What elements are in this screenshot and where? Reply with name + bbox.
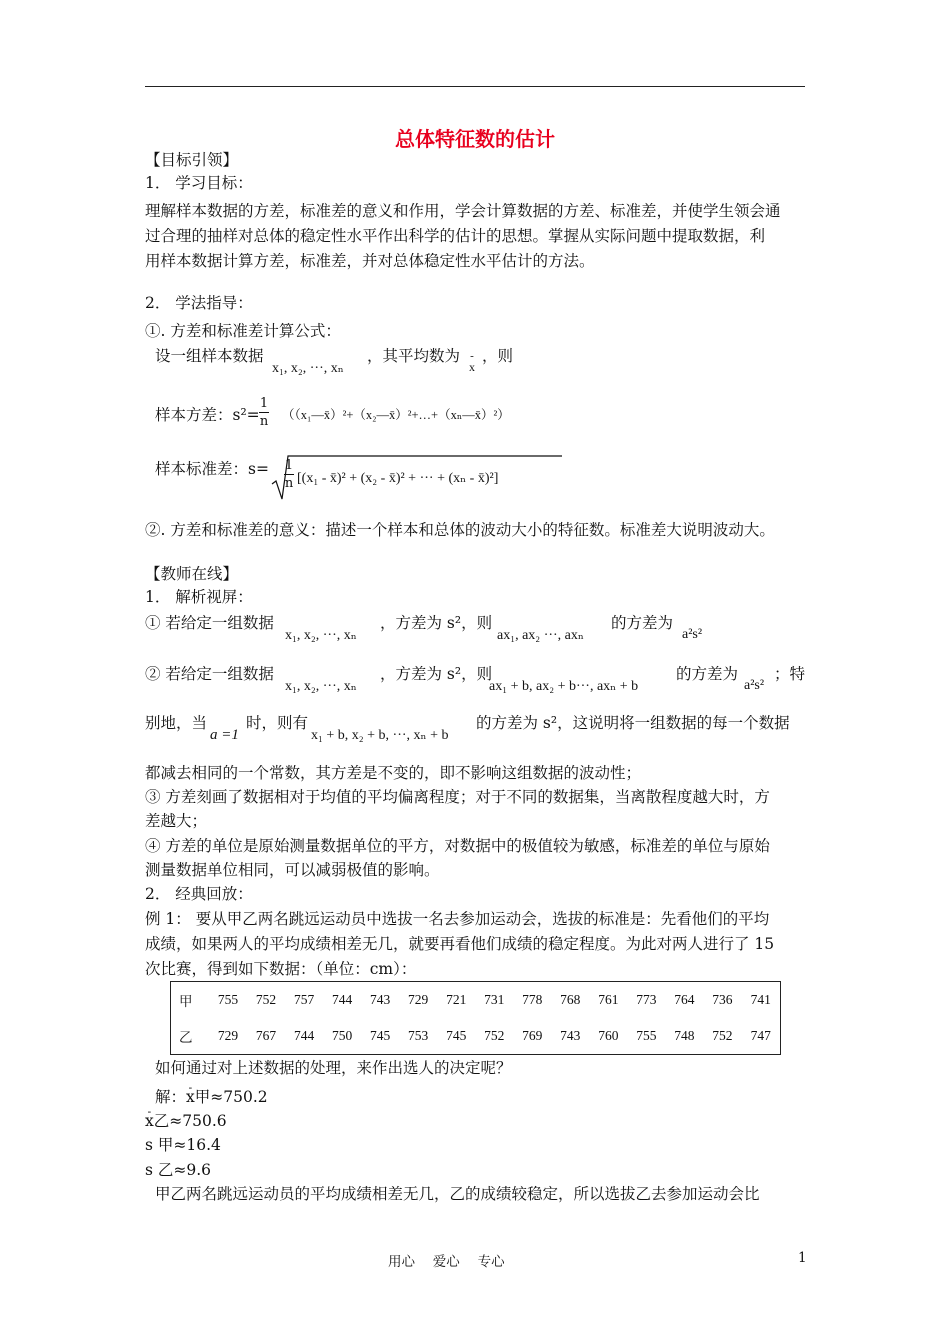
goal1-para-line1: 理解样本数据的方差，标准差的意义和作用，学会计算数据的方差、标准差，并使学生领会通 bbox=[145, 202, 781, 220]
table-cell: 761 bbox=[598, 992, 619, 1007]
p2-x-sequence: x₁, x₂, ···, xₙ bbox=[285, 679, 357, 694]
table-cell: 752 bbox=[255, 992, 277, 1007]
table-row bbox=[171, 1018, 781, 1055]
fraction-denominator: n bbox=[259, 414, 269, 429]
table-cell: 778 bbox=[522, 992, 543, 1007]
p1-ax-sequence: ax₁, ax₂ ···, axₙ bbox=[497, 628, 584, 643]
table-cell: 755 bbox=[636, 1028, 657, 1043]
table-cell: 755 bbox=[217, 992, 239, 1007]
p3-c: 的方差为 s²，这说明将一组数据的每一个数据 bbox=[476, 714, 790, 732]
solution-std-yi-text: 乙≈9.6 bbox=[157, 1161, 212, 1179]
set-data-prefix: 设一组样本数据 bbox=[155, 347, 264, 365]
table-row bbox=[171, 982, 781, 1019]
row-label-yi: 乙 bbox=[179, 1030, 193, 1045]
example-line1: 例 1： 要从甲乙两名跳远运动员中选拔一名去参加运动会，选拔的标准是：先看他们的平均 bbox=[145, 910, 770, 928]
table-cell: 747 bbox=[750, 1028, 771, 1043]
teacher-header: 【教师在线】 bbox=[145, 565, 239, 583]
question: 如何通过对上述数据的处理，来作出选人的决定呢？ bbox=[155, 1059, 512, 1077]
x-bar-symbol: - x bbox=[145, 1112, 154, 1130]
table-cell: 750 bbox=[331, 1028, 353, 1043]
x-bar: - x bbox=[469, 360, 475, 375]
goal1-para-line3: 用样本数据计算方差，标准差，并对总体稳定性水平估计的方法。 bbox=[145, 252, 595, 270]
table-cell: 743 bbox=[370, 992, 391, 1007]
std-formula: [(x₁ - x̄)² + (x₂ - x̄)² + ··· + (xₙ - x̄)²] bbox=[297, 471, 499, 486]
table-cell: 769 bbox=[522, 1028, 543, 1043]
table-cell: 752 bbox=[712, 1028, 733, 1043]
table-cell: 752 bbox=[484, 1028, 505, 1043]
p4-b: 差越大； bbox=[145, 812, 208, 830]
solution-mean-jia-text: 甲≈750.2 bbox=[194, 1088, 268, 1106]
example-line2: 成绩，如果两人的平均成绩相差无几，就要再看他们成绩的稳定程度。为此对两人进行了 15 bbox=[145, 935, 775, 953]
table-cell: 736 bbox=[712, 992, 733, 1007]
table-cell: 757 bbox=[293, 992, 315, 1007]
table-cell: 767 bbox=[255, 1028, 277, 1043]
solution-std-jia bbox=[145, 1135, 221, 1155]
p1-c: 的方差为 bbox=[611, 614, 674, 632]
p2-b: ，方差为 s²，则 bbox=[380, 665, 493, 683]
std-label: 样本标准差：s= bbox=[155, 460, 269, 478]
goal1-para-line2: 过合理的抽样对总体的稳定性水平作出科学的估计的思想。掌握从实际问题中提取数据，利 bbox=[145, 227, 766, 245]
table-cell: 743 bbox=[560, 1028, 581, 1043]
formula-title: ①. 方差和标准差计算公式： bbox=[145, 322, 341, 340]
page-title: 总体特征数的估计 bbox=[395, 127, 555, 151]
conclusion: 甲乙两名跳远运动员的平均成绩相差无几，乙的成绩较稳定，所以选拔乙去参加运动会比 bbox=[155, 1185, 760, 1203]
goal2-title: 2． 学法指导： bbox=[145, 294, 253, 312]
t1-title: 1． 解析视屏： bbox=[145, 588, 253, 606]
x-sequence: x₁, x₂, ···, xₙ bbox=[272, 361, 344, 376]
table-cell: 753 bbox=[408, 1028, 429, 1043]
std-fraction-denominator: n bbox=[284, 476, 294, 491]
header-rule bbox=[145, 86, 805, 87]
p5-b: 测量数据单位相同，可以减弱极值的影响。 bbox=[145, 861, 440, 879]
set-data-mid: ，其平均数为 bbox=[367, 347, 461, 365]
p2-a2s2: a²s² bbox=[744, 678, 765, 693]
variance-fraction bbox=[259, 396, 269, 429]
table-cell: 745 bbox=[370, 1028, 391, 1043]
p1-x-sequence: x₁, x₂, ···, xₙ bbox=[285, 628, 357, 643]
footer-motto: 用心 爱心 专心 bbox=[388, 1254, 505, 1270]
p2-a: ② 若给定一组数据 bbox=[145, 665, 274, 683]
p3-d: 都减去相同的一个常数，其方差是不变的，即不影响这组数据的波动性； bbox=[145, 764, 642, 782]
table-cell: 748 bbox=[674, 1028, 695, 1043]
goal1-title: 1． 学习目标： bbox=[145, 174, 253, 192]
example-line3: 次比赛，得到如下数据：（单位：cm）： bbox=[145, 960, 417, 978]
table-cell: 745 bbox=[446, 1028, 467, 1043]
table-cell: 768 bbox=[560, 992, 581, 1007]
t2-title: 2． 经典回放： bbox=[145, 885, 253, 903]
p2-d: ；特 bbox=[774, 665, 806, 683]
p3-a: 别地，当 bbox=[145, 714, 208, 732]
p4-a: ③ 方差刻画了数据相对于均值的平均偏离程度；对于不同的数据集，当离散程度越大时，方 bbox=[145, 788, 770, 806]
table-cell: 731 bbox=[484, 992, 505, 1007]
p2-axb-sequence: ax₁ + b, ax₂ + b···, axₙ + b bbox=[489, 679, 639, 694]
set-data-end: ，则 bbox=[482, 347, 514, 365]
fraction-numerator: 1 bbox=[259, 396, 269, 411]
table-cell: 729 bbox=[217, 1028, 239, 1043]
page-number: 1 bbox=[798, 1250, 807, 1266]
std-fraction bbox=[284, 458, 294, 491]
s-symbol: s bbox=[145, 1161, 153, 1179]
table-cell: 741 bbox=[750, 992, 771, 1007]
variance-label: 样本方差：s²= bbox=[155, 406, 260, 424]
p1-a2s2: a²s² bbox=[682, 627, 703, 642]
fraction-bar bbox=[259, 412, 269, 413]
solution-std-yi bbox=[145, 1160, 211, 1180]
variance-formula: （（x₁—x̄）²+（x₂—x̄）²+…+（xₙ—x̄）²） bbox=[282, 408, 510, 422]
p2-c: 的方差为 bbox=[676, 665, 739, 683]
p1-a: ① 若给定一组数据 bbox=[145, 614, 274, 632]
goal-header: 【目标引领】 bbox=[145, 151, 239, 169]
row-label-jia: 甲 bbox=[179, 994, 193, 1009]
a-equals-one: a =1 bbox=[210, 727, 239, 743]
x-bar-symbol: - x bbox=[186, 1088, 195, 1106]
std-fraction-numerator: 1 bbox=[284, 458, 294, 473]
p3-b: 时，则有 bbox=[246, 714, 309, 732]
s-symbol: s bbox=[145, 1136, 153, 1154]
solution-mean-jia bbox=[186, 1087, 268, 1107]
table-cell: 744 bbox=[331, 992, 353, 1007]
solution-std-jia-text: 甲≈16.4 bbox=[157, 1136, 221, 1154]
table-cell: 760 bbox=[598, 1028, 619, 1043]
meaning-line: ②. 方差和标准差的意义：描述一个样本和总体的波动大小的特征数。标准差大说明波动大。 bbox=[145, 521, 775, 539]
p5-a: ④ 方差的单位是原始测量数据单位的平方，对数据中的极值较为敏感，标准差的单位与原始 bbox=[145, 837, 770, 855]
table-cell: 764 bbox=[674, 992, 695, 1007]
solution-mean-yi-text: 乙≈750.6 bbox=[153, 1112, 227, 1130]
p3-xb-sequence: x₁ + b, x₂ + b, ···, xₙ + b bbox=[311, 728, 449, 743]
table-cell: 744 bbox=[293, 1028, 315, 1043]
table-cell: 773 bbox=[636, 992, 657, 1007]
table-cell: 729 bbox=[408, 992, 429, 1007]
scores-table bbox=[170, 981, 781, 1055]
std-fraction-bar bbox=[284, 474, 294, 475]
solution-label: 解： bbox=[155, 1088, 187, 1106]
p1-b: ，方差为 s²，则 bbox=[380, 614, 493, 632]
table-cell: 721 bbox=[446, 992, 467, 1007]
solution-mean-yi bbox=[145, 1111, 227, 1131]
